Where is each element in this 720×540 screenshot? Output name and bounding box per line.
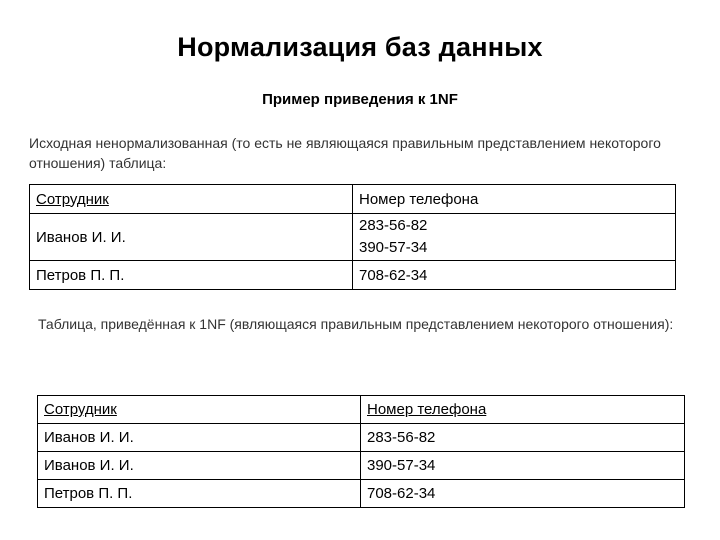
intro-text-unnormalized: Исходная ненормализованная (то есть не являющаяся правильным представлением некоторого отношения) таблица: [29, 135, 661, 171]
page-title: Нормализация баз данных [177, 32, 543, 62]
table-header-row [30, 185, 676, 214]
normalized-1nf-table [37, 395, 685, 508]
phone-cell: 708-62-34 [361, 480, 685, 508]
table-row [30, 261, 676, 290]
phone-cell: 708-62-34 [353, 261, 676, 290]
employee-cell: Иванов И. И. [38, 452, 361, 480]
phone-cell: 283-56-82 [361, 424, 685, 452]
header-cell-employee: Сотрудник [30, 185, 353, 214]
header-cell-phone: Номер телефона [353, 185, 676, 214]
unnormalized-table [29, 184, 676, 290]
employee-cell: Петров П. П. [30, 261, 353, 290]
phone-value: 390-57-34 [359, 239, 428, 256]
page-subtitle: Пример приведения к 1NF [262, 91, 458, 108]
table-row [38, 480, 685, 508]
phone-cell: 390-57-34 [361, 452, 685, 480]
header-cell-phone: Номер телефона [361, 396, 685, 424]
table-header-row [38, 396, 685, 424]
table-row [38, 424, 685, 452]
table-row [30, 214, 676, 261]
table-row [38, 452, 685, 480]
phone-value: 283-56-82 [359, 217, 428, 234]
employee-cell: Петров П. П. [38, 480, 361, 508]
header-cell-employee: Сотрудник [38, 396, 361, 424]
intro-text-1nf: Таблица, приведённая к 1NF (являющаяся правильным представлением некоторого отношения): [38, 316, 674, 332]
employee-cell: Иванов И. И. [38, 424, 361, 452]
phone-cell [353, 214, 676, 261]
employee-cell: Иванов И. И. [30, 214, 353, 261]
